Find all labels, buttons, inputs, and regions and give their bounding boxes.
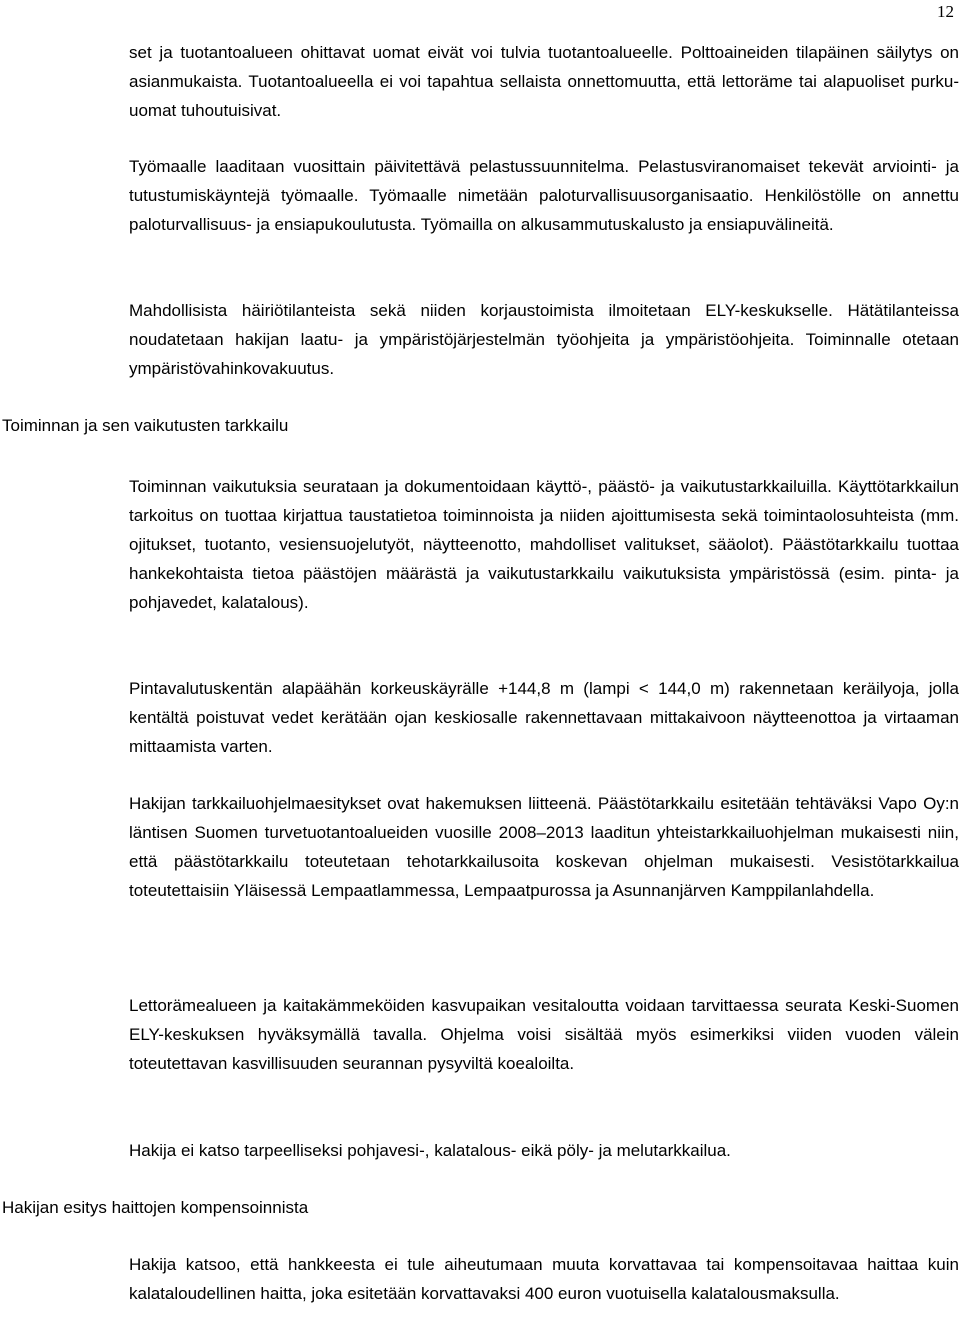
- paragraph-compensation: Hakija katsoo, että hankkeesta ei tule aiheutumaan muuta korvattavaa tai kompensoitavaa haittaa kuin kalataloudellinen haitta, joka esitetään korvattavaksi 400 euron vuotuisella kalatalousmaksulla.: [129, 1255, 959, 1303]
- paragraph-no-further-monitoring: Hakija ei katso tarpeelliseksi pohjavesi-, kalatalous- eikä pöly- ja melutarkkailua.: [129, 1141, 731, 1160]
- paragraph-rescue-plan: Työmaalle laaditaan vuosittain päivitettävä pelastussuunnitelma. Pelastusviranomaiset tekevät arviointi- ja tutustumiskäyntejä työmaalle. Työmaalle nimetään paloturvallisuusorganisaatio. Henkilöstölle on annettu paloturvallisuus- ja ensiapukoulutusta. Työmailla on alkusammutuskalusto ja ensiapuvälineitä.: [129, 157, 959, 234]
- section-heading-compensation: Hakijan esitys haittojen kompensoinnista: [2, 1198, 309, 1217]
- paragraph-disturbance-reporting: Mahdollisista häiriötilanteista sekä niiden korjaustoimista ilmoitetaan ELY-keskukselle. Hätätilanteissa noudatetaan hakijan laatu- ja ympäristöjärjestelmän työohjeita ja ympäristöohjeita. Toiminnalle otetaan ympäristövahinkovakuutus.: [129, 301, 959, 378]
- paragraph-monitoring-programme: Hakijan tarkkailuohjelmaesitykset ovat hakemuksen liitteenä. Päästötarkkailu esitetään tehtäväksi Vapo Oy:n läntisen Suomen turvetuotantoalueiden vuosille 2008–2013 laaditun yhteistarkkailuohjelman mukaisesti niin, että päästötarkkailu toteutetaan tehotarkkailusoita koskevan ohjelman mukaisesti. Vesistötarkkailua toteutettaisiin Yläisessä Lempaatlammessa, Lempaatpurossa ja Asunnanjärven Kamppilanlahdella.: [129, 794, 959, 900]
- paragraph-monitoring-overview: Toiminnan vaikutuksia seurataan ja dokumentoidaan käyttö-, päästö- ja vaikutustarkkailuilla. Käyttötarkkailun tarkoitus on tuottaa kirjattua taustatietoa toiminnoista ja niiden ajoittumisesta sekä toimintaolosuhteista (mm. ojitukset, tuotanto, vesiensuojelutyöt, näytteenotto, mahdolliset valitukset, sääolot). Päästötarkkailu tuottaa hankekohtaista tietoa päästöjen määrästä ja vaikutustarkkailu vaikutuksista ympäristössä (esim. pinta- ja pohjavedet, kalatalous).: [129, 477, 959, 612]
- page-number: 12: [937, 2, 954, 21]
- section-heading-monitoring: Toiminnan ja sen vaikutusten tarkkailu: [2, 416, 289, 435]
- paragraph-sampling-well: Pintavalutuskentän alapäähän korkeuskäyrälle +144,8 m (lampi < 144,0 m) rakennetaan keräilyoja, jolla kentältä poistuvat vedet kerätään ojan keskiosalle rakennettavaan mittakaivoon näytteenottoa ja virtaaman mittaamista varten.: [129, 679, 959, 756]
- paragraph-vegetation-monitoring: Lettorämealueen ja kaitakämmeköiden kasvupaikan vesitaloutta voidaan tarvittaessa seurata Keski-Suomen ELY-keskuksen hyväksymällä tavalla. Ohjelma voisi sisältää myös esimerkiksi viiden vuoden välein toteutettavan kasvillisuuden seurannan pysyviltä koealoilta.: [129, 996, 959, 1073]
- paragraph-fire-safety-continued: set ja tuotantoalueen ohittavat uomat eivät voi tulvia tuotantoalueelle. Polttoaineiden tilapäinen säilytys on asianmukaista. Tuotantoalueella ei voi tapahtua sellaista onnettomuutta, että lettoräme tai alapuoliset purku-uomat tuhoutuisivat.: [129, 43, 959, 120]
